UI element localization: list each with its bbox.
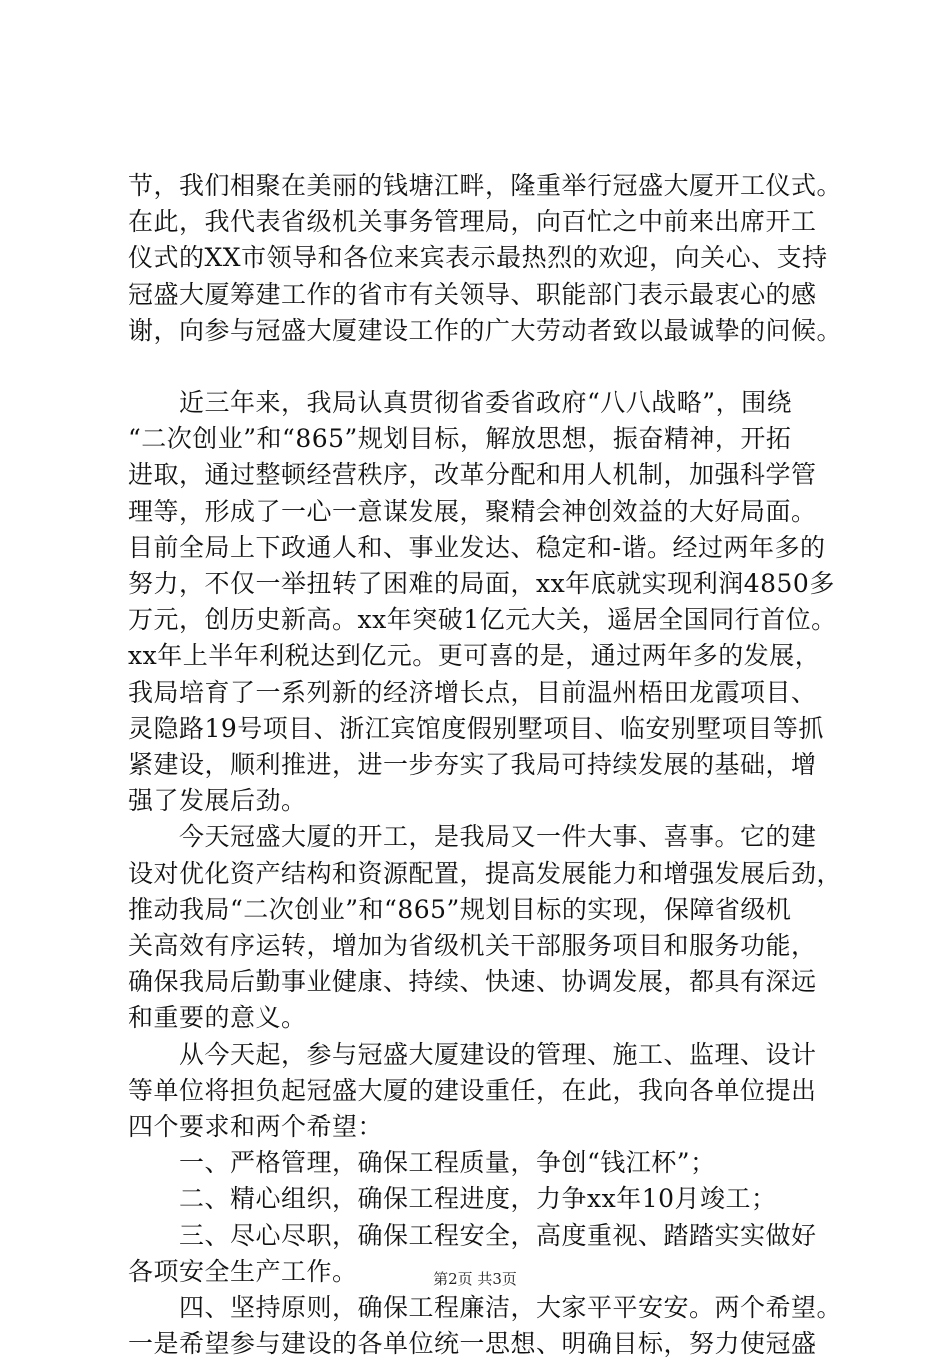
text-line: 我局培育了一系列新的经济增长点，目前温州梧田龙霞项目、 bbox=[128, 677, 817, 707]
text-line: 仪式的XX市领导和各位来宾表示最热烈的欢迎，向关心、支持 bbox=[128, 243, 828, 273]
text-line: 进取，通过整顿经营秩序，改革分配和用人机制，加强科学管 bbox=[128, 460, 817, 490]
paragraph-requirements-intro bbox=[128, 1037, 858, 1146]
text-line: 关高效有序运转，增加为省级机关干部服务项目和服务功能， bbox=[128, 931, 817, 961]
text-line: 设对优化资产结构和资源配置，提高发展能力和增强发展后劲， bbox=[128, 858, 843, 888]
text-line: 一是希望参与建设的各单位统一思想、明确目标，努力使冠盛 bbox=[128, 1329, 817, 1359]
text-line: 目前全局上下政通人和、事业发达、稳定和-谐。经过两年多的 bbox=[128, 532, 826, 562]
text-line: 强了发展后劲。 bbox=[128, 786, 307, 816]
text-line: 三、尽心尽职，确保工程安全，高度重视、踏踏实实做好 bbox=[128, 1220, 817, 1250]
text-line: 确保我局后勤事业健康、持续、快速、协调发展，都具有深远 bbox=[128, 967, 817, 997]
text-line: 理等，形成了一心一意谋发展，聚精会神创效益的大好局面。 bbox=[128, 496, 817, 526]
document-body bbox=[128, 168, 858, 1363]
paragraph-gap bbox=[128, 349, 858, 385]
text-line: 四个要求和两个希望： bbox=[128, 1112, 384, 1142]
text-line: 和重要的意义。 bbox=[128, 1003, 307, 1033]
paragraph-achievements bbox=[128, 385, 858, 819]
text-line: 各项安全生产工作。 bbox=[128, 1256, 358, 1286]
text-line: 节，我们相聚在美丽的钱塘江畔，隆重举行冠盛大厦开工仪式。 bbox=[128, 171, 843, 200]
requirement-item-4 bbox=[128, 1290, 858, 1362]
paragraph-welcome bbox=[128, 168, 858, 349]
text-line: 四、坚持原则，确保工程廉洁，大家平平安安。两个希望。 bbox=[128, 1293, 843, 1323]
text-line: xx年上半年利税达到亿元。更可喜的是，通过两年多的发展， bbox=[128, 641, 821, 671]
text-line: 推动我局“二次创业”和“865”规划目标的实现，保障省级机 bbox=[128, 894, 792, 924]
requirement-item-1 bbox=[128, 1145, 858, 1181]
text-line: 二、精心组织，确保工程进度，力争xx年10月竣工； bbox=[128, 1184, 777, 1214]
text-line: 努力，不仅一举扭转了困难的局面，xx年底就实现利润4850多 bbox=[128, 569, 835, 599]
text-line: 冠盛大厦筹建工作的省市有关领导、职能部门表示最衷心的感 bbox=[128, 279, 817, 309]
text-line: 灵隐路19号项目、浙江宾馆度假别墅项目、临安别墅项目等抓 bbox=[128, 713, 824, 743]
text-line: “二次创业”和“865”规划目标，解放思想，振奋精神，开拓 bbox=[128, 424, 792, 454]
text-line: 从今天起，参与冠盛大厦建设的管理、施工、监理、设计 bbox=[128, 1039, 817, 1069]
text-line: 今天冠盛大厦的开工，是我局又一件大事、喜事。它的建 bbox=[128, 822, 817, 852]
paragraph-significance bbox=[128, 819, 858, 1036]
text-line: 紧建设，顺利推进，进一步夯实了我局可持续发展的基础，增 bbox=[128, 750, 817, 780]
page-indicator: 第2页 共3页 bbox=[433, 1270, 517, 1288]
text-line: 近三年来，我局认真贯彻省委省政府“八八战略”，围绕 bbox=[128, 388, 793, 418]
text-line: 一、严格管理，确保工程质量，争创“钱江杯”； bbox=[128, 1148, 716, 1178]
text-line: 万元，创历史新高。xx年突破1亿元大关，遥居全国同行首位。 bbox=[128, 605, 837, 635]
text-line: 等单位将担负起冠盛大厦的建设重任，在此，我向各单位提出 bbox=[128, 1075, 817, 1105]
text-line: 在此，我代表省级机关事务管理局，向百忙之中前来出席开工 bbox=[128, 207, 817, 237]
text-line: 谢，向参与冠盛大厦建设工作的广大劳动者致以最诚挚的问候。 bbox=[128, 315, 843, 345]
requirement-item-2 bbox=[128, 1181, 858, 1217]
